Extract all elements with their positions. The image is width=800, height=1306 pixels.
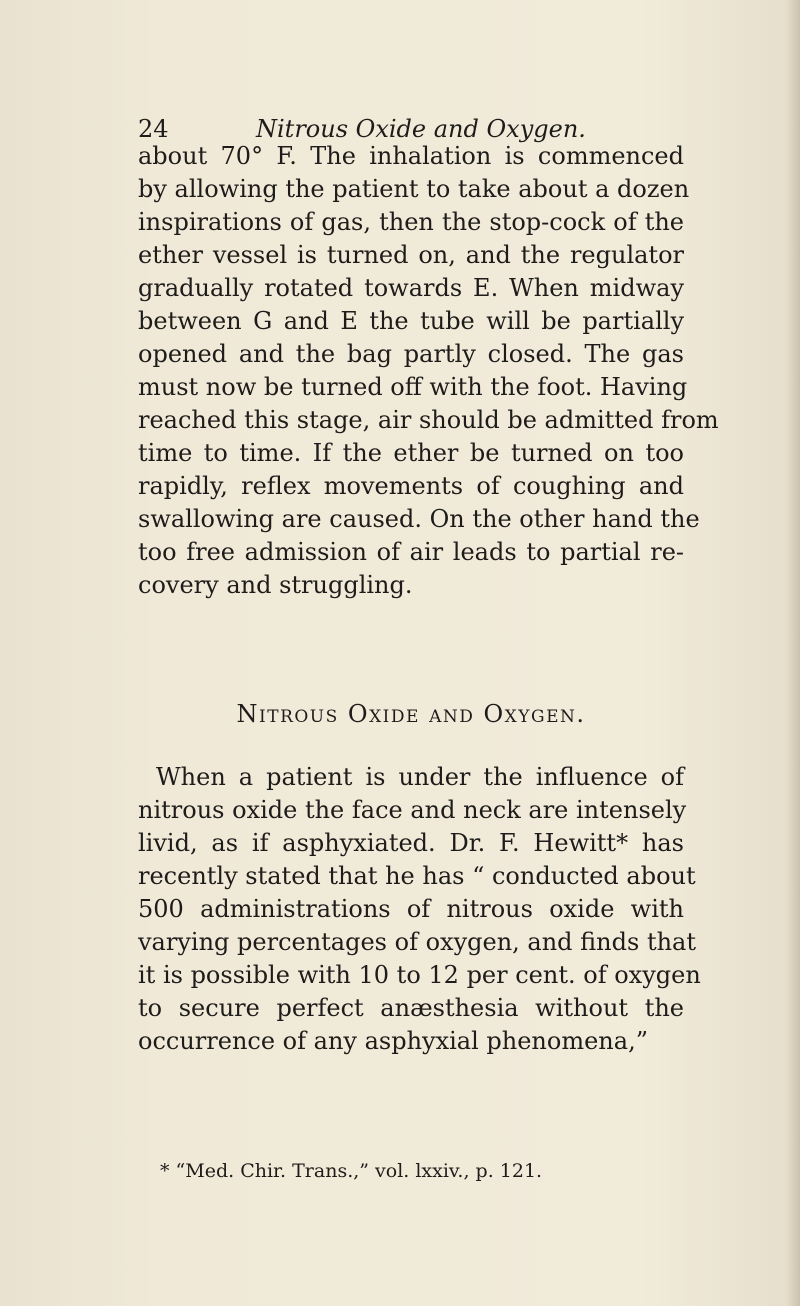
paragraph-line: time to time. If the ether be turned on too [138,439,684,467]
paragraph-line: nitrous oxide the face and neck are intensely [138,796,687,824]
paragraph-line: ether vessel is turned on, and the regulator [138,241,684,269]
running-title: Nitrous Oxide and Oxygen. [256,115,586,143]
paragraph-line: it is possible with 10 to 12 per cent. of oxygen [138,961,701,989]
paragraph-line: rapidly, reflex movements of coughing and [138,472,684,500]
paragraph-2 [138,761,701,1058]
paragraph-line: covery and struggling. [138,571,413,599]
paragraph-1 [138,140,719,602]
paragraph-line: to secure perfect anæsthesia without the [138,994,684,1022]
paragraph-line: between G and E the tube will be partially [138,307,684,335]
paragraph-line: recently stated that he has “ conducted about [138,862,696,890]
paragraph-line: occurrence of any asphyxial phenomena,” [138,1027,648,1055]
paragraph-line: 500 administrations of nitrous oxide with [138,895,684,923]
paragraph-line: reached this stage, air should be admitted from [138,406,719,434]
paragraph-line: livid, as if asphyxiated. Dr. F. Hewitt* has [138,829,684,857]
paragraph-line: by allowing the patient to take about a dozen [138,175,690,203]
paragraph-line: When a patient is under the influence of [156,763,684,791]
paragraph-line: too free admission of air leads to partial re- [138,538,684,566]
paragraph-line: swallowing are caused. On the other hand the [138,505,700,533]
paragraph-line: gradually rotated towards E. When midway [138,274,684,302]
page-number: 24 [138,115,169,143]
paragraph-line: opened and the bag partly closed. The gas [138,340,684,368]
page-edge-shadow [786,0,800,1306]
section-heading: Nitrous Oxide and Oxygen. [236,700,586,728]
paragraph-line: varying percentages of oxygen, and finds that [138,928,696,956]
footnote: * “Med. Chir. Trans.,” vol. lxxiv., p. 121. [160,1160,543,1182]
paragraph-line: about 70° F. The inhalation is commenced [138,142,684,170]
paragraph-line: inspirations of gas, then the stop-cock of the [138,208,684,236]
paragraph-line: must now be turned off with the foot. Having [138,373,688,401]
